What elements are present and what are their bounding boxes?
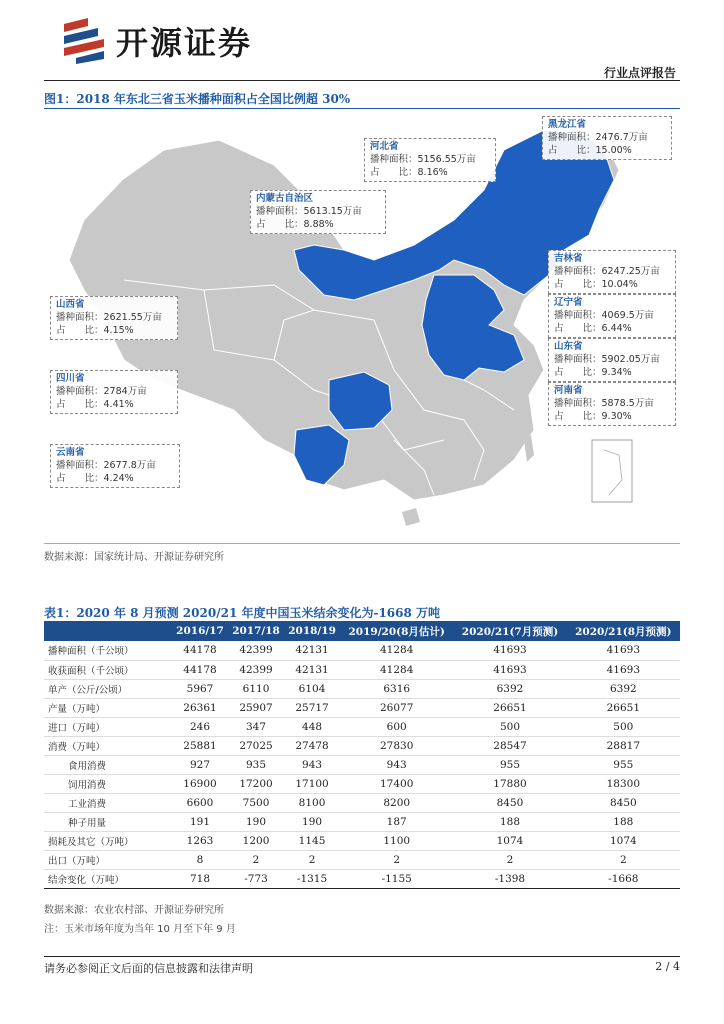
table-cell: 2: [228, 850, 284, 869]
table-cell: 188: [453, 812, 566, 831]
table-cell: 347: [228, 717, 284, 736]
table-cell: 6392: [567, 679, 680, 698]
table-cell: 246: [172, 717, 228, 736]
table-cell: 190: [284, 812, 340, 831]
callout-shanxi: 山西省 播种面积：2621.55万亩 占 比：4.15%: [50, 296, 178, 340]
page-header: [0, 0, 724, 90]
table-cell: 6316: [340, 679, 453, 698]
table-cell: 7500: [228, 793, 284, 812]
table-row: [44, 755, 680, 774]
brand-logo: [58, 18, 252, 64]
table-row: [44, 717, 680, 736]
table-cell: 500: [567, 717, 680, 736]
row-label: 损耗及其它（万吨）: [44, 831, 172, 850]
table-cell: 935: [228, 755, 284, 774]
table-cell: -773: [228, 869, 284, 888]
table-cell: 8100: [284, 793, 340, 812]
callout-jilin: 吉林省 播种面积：6247.25万亩 占 比：10.04%: [548, 250, 676, 294]
table-cell: 943: [340, 755, 453, 774]
row-label: 单产（公斤/公顷）: [44, 679, 172, 698]
row-label: 收获面积（千公顷）: [44, 660, 172, 679]
table-cell: 28817: [567, 736, 680, 755]
table-cell: 41693: [453, 641, 566, 660]
table-cell: 41693: [567, 641, 680, 660]
callout-henan: 河南省 播种面积：5878.5万亩 占 比：9.30%: [548, 382, 676, 426]
table-row: [44, 698, 680, 717]
table-cell: 8450: [567, 793, 680, 812]
table-cell: 448: [284, 717, 340, 736]
table-cell: 6392: [453, 679, 566, 698]
table-cell: 17100: [284, 774, 340, 793]
table-row: [44, 641, 680, 660]
table-cell: -1668: [567, 869, 680, 888]
table-cell: 17200: [228, 774, 284, 793]
callout-sichuan: 四川省 播种面积：2784万亩 占 比：4.41%: [50, 370, 178, 414]
table-cell: 5967: [172, 679, 228, 698]
row-label: 播种面积（千公顷）: [44, 641, 172, 660]
table-cell: 28547: [453, 736, 566, 755]
table-cell: -1315: [284, 869, 340, 888]
table-cell: 42399: [228, 641, 284, 660]
table-cell: 18300: [567, 774, 680, 793]
table-cell: 27025: [228, 736, 284, 755]
table-cell: 6600: [172, 793, 228, 812]
table-cell: 191: [172, 812, 228, 831]
callout-heilongjiang: 黑龙江省 播种面积：2476.7万亩 占 比：15.00%: [542, 116, 672, 160]
table-row: [44, 736, 680, 755]
footer-disclaimer: 请务必参阅正文后面的信息披露和法律声明: [44, 962, 253, 975]
table-cell: 41284: [340, 660, 453, 679]
table-cell: 41693: [453, 660, 566, 679]
table-cell: 25717: [284, 698, 340, 717]
table-cell: 600: [340, 717, 453, 736]
row-label: 出口（万吨）: [44, 850, 172, 869]
table-row: [44, 812, 680, 831]
report-type: 行业点评报告: [603, 66, 676, 80]
table-row: [44, 869, 680, 888]
table-cell: 26077: [340, 698, 453, 717]
row-label: 结余变化（万吨）: [44, 869, 172, 888]
table-cell: 1263: [172, 831, 228, 850]
table-source: 数据来源：农业农村部、开源证券研究所: [44, 905, 224, 916]
table-cell: 1074: [567, 831, 680, 850]
table-cell: 2: [340, 850, 453, 869]
table-title: 表1：2020 年 8 月预测 2020/21 年度中国玉米结余变化为-1668 万吨: [44, 606, 441, 620]
table-cell: 188: [567, 812, 680, 831]
callout-yunnan: 云南省 播种面积：2677.8万亩 占 比：4.24%: [50, 444, 180, 488]
table-cell: 42131: [284, 660, 340, 679]
table-cell: 6104: [284, 679, 340, 698]
table-cell: 2: [567, 850, 680, 869]
table-cell: 17880: [453, 774, 566, 793]
table-cell: 955: [453, 755, 566, 774]
callout-shandong: 山东省 播种面积：5902.05万亩 占 比：9.34%: [548, 338, 676, 382]
header-divider: [44, 80, 680, 81]
region-taiwan: [524, 435, 534, 462]
figure-title: 图1：2018 年东北三省玉米播种面积占全国比例超 30%: [44, 92, 351, 106]
brand-logo-icon: [58, 18, 108, 64]
table-cell: 1074: [453, 831, 566, 850]
figure-source-divider: [44, 543, 680, 544]
table-cell: 26651: [567, 698, 680, 717]
table-cell: 42131: [284, 641, 340, 660]
table-header-cell: [44, 621, 172, 641]
table-cell: 44178: [172, 660, 228, 679]
table-cell: 1200: [228, 831, 284, 850]
table-cell: 27830: [340, 736, 453, 755]
table-cell: 190: [228, 812, 284, 831]
table-row: [44, 774, 680, 793]
table-header-cell: 2018/19: [284, 621, 340, 641]
table-header-cell: 2017/18: [228, 621, 284, 641]
table-header-cell: 2020/21(8月预测): [567, 621, 680, 641]
callout-hebei: 河北省 播种面积：5156.55万亩 占 比：8.16%: [364, 138, 496, 182]
table-cell: 1145: [284, 831, 340, 850]
table-header-cell: 2016/17: [172, 621, 228, 641]
table-cell: 8450: [453, 793, 566, 812]
south-china-sea-inset: [592, 440, 632, 502]
china-map: [44, 110, 680, 540]
table-row: [44, 850, 680, 869]
table-header-cell: 2019/20(8月估计): [340, 621, 453, 641]
table-cell: 927: [172, 755, 228, 774]
region-hainan: [402, 508, 420, 526]
table-cell: 26651: [453, 698, 566, 717]
table-cell: 44178: [172, 641, 228, 660]
table-cell: 16900: [172, 774, 228, 793]
callout-inner-mongolia: 内蒙古自治区 播种面积：5613.15万亩 占 比：8.88%: [250, 190, 386, 234]
row-label: 食用消费: [44, 755, 172, 774]
table-cell: 42399: [228, 660, 284, 679]
table-cell: 955: [567, 755, 680, 774]
table-row: [44, 831, 680, 850]
table-cell: 2: [284, 850, 340, 869]
table-cell: 8200: [340, 793, 453, 812]
table-cell: 943: [284, 755, 340, 774]
figure-source: 数据来源：国家统计局、开源证券研究所: [44, 552, 224, 563]
table-cell: 25907: [228, 698, 284, 717]
figure-title-divider: [44, 108, 680, 109]
footer-divider: [44, 956, 680, 957]
table-cell: 2: [453, 850, 566, 869]
brand-name: 开源证券: [116, 24, 253, 62]
table-row: [44, 660, 680, 679]
table-cell: 187: [340, 812, 453, 831]
table-row: [44, 679, 680, 698]
table-row: [44, 793, 680, 812]
table-cell: 500: [453, 717, 566, 736]
row-label: 饲用消费: [44, 774, 172, 793]
table-cell: 6110: [228, 679, 284, 698]
table-cell: 8: [172, 850, 228, 869]
table-cell: 1100: [340, 831, 453, 850]
table-cell: 27478: [284, 736, 340, 755]
table-header-row: [44, 621, 680, 641]
callout-liaoning: 辽宁省 播种面积：4069.5万亩 占 比：6.44%: [548, 294, 676, 338]
table-cell: -1155: [340, 869, 453, 888]
row-label: 种子用量: [44, 812, 172, 831]
table-cell: 26361: [172, 698, 228, 717]
table-cell: 718: [172, 869, 228, 888]
table-cell: 41693: [567, 660, 680, 679]
row-label: 工业消费: [44, 793, 172, 812]
table-cell: 25881: [172, 736, 228, 755]
corn-balance-table: [44, 621, 680, 889]
table-cell: 17400: [340, 774, 453, 793]
table-note: 注：玉米市场年度为当年 10 月至下年 9 月: [44, 924, 236, 935]
table-cell: 41284: [340, 641, 453, 660]
row-label: 进口（万吨）: [44, 717, 172, 736]
table-cell: -1398: [453, 869, 566, 888]
row-label: 消费（万吨）: [44, 736, 172, 755]
row-label: 产量（万吨）: [44, 698, 172, 717]
table-header-cell: 2020/21(7月预测): [453, 621, 566, 641]
page-number: 2 / 4: [655, 960, 680, 973]
